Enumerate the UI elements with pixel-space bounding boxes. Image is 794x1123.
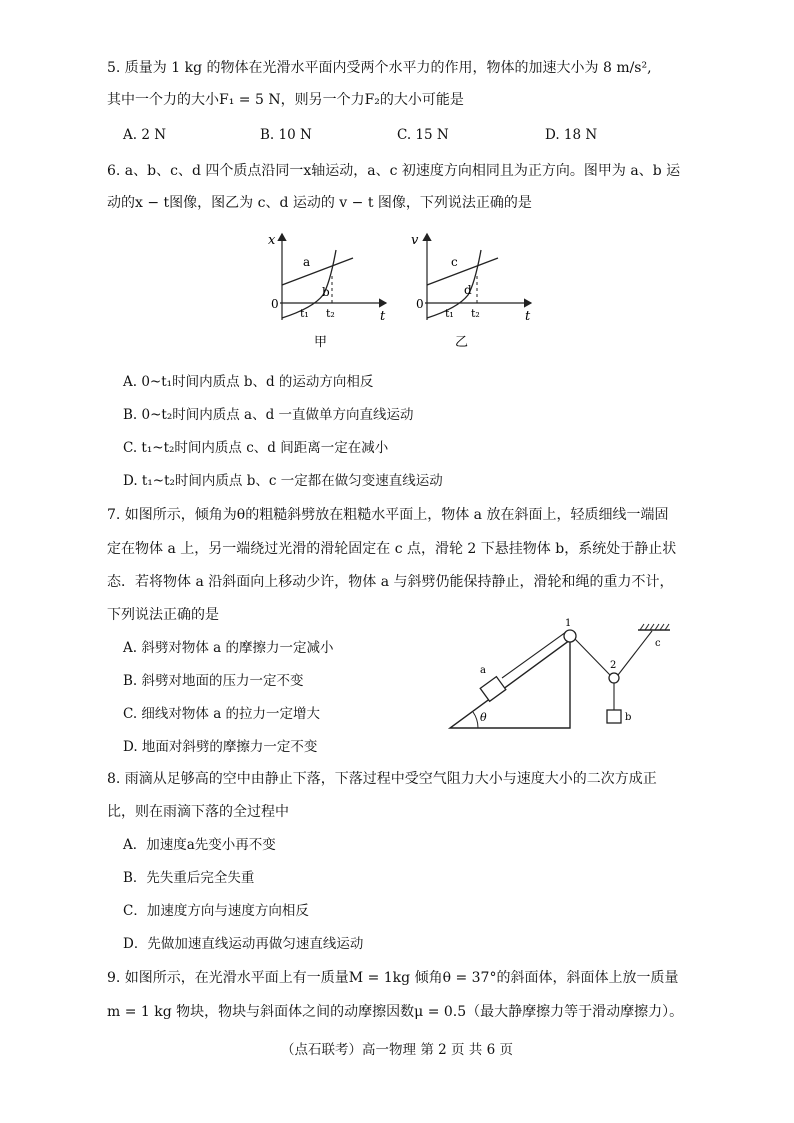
line-a [282,258,353,285]
angle-arc [473,712,478,728]
q6-line2: 动的x − t图像，图乙为 c、d 运动的 v − t 图像，下列说法正确的是 [107,195,532,211]
x-axis-label: t [525,309,531,324]
q9-line1: 9. 如图所示，在光滑水平面上有一质量M = 1kg 倾角θ = 37°的斜面体，斜面体上放一质量 [107,970,679,986]
q8-option-d: D．先做加速直线运动再做匀速直线运动 [123,936,364,952]
pulley-2-label: 2 [610,660,617,671]
pulley-1 [564,630,576,642]
curve-b-label: b [322,285,330,299]
y-axis-label: v [411,233,419,248]
q5-line1: 5. 质量为 1 kg 的物体在光滑水平面内受两个水平力的作用，物体的加速大小为 8 m/s², [107,60,652,76]
angle-label: θ [480,711,487,724]
q7-line1: 7. 如图所示，倾角为θ的粗糙斜劈放在粗糙水平面上，物体 a 放在斜面上，轻质细线一端固 [107,507,669,523]
q5-line2: 其中一个力的大小F₁ = 5 N，则另一个力F₂的大小可能是 [107,92,464,108]
q7-option-d: D. 地面对斜劈的摩擦力一定不变 [123,739,318,755]
q5-option-b: B. 10 N [260,127,312,143]
page-footer: （点石联考）高一物理 第 2 页 共 6 页 [281,1042,513,1058]
q6-option-d: D. t₁~t₂时间内质点 b、c 一定都在做匀变速直线运动 [123,473,443,489]
graph-v-t [403,228,538,353]
q7-option-b: B. 斜劈对地面的压力一定不变 [123,673,304,689]
caption-yi: 乙 [455,335,469,350]
q7-option-a: A. 斜劈对物体 a 的摩擦力一定减小 [123,640,334,656]
q7-line4: 下列说法正确的是 [107,607,219,623]
incline-pulley-figure [440,618,695,736]
t1-label: t₁ [300,307,309,320]
q5-option-c: C. 15 N [397,127,449,143]
origin-label: 0 [416,297,424,311]
t2-label: t₂ [326,307,335,320]
q7-option-c: C. 细线对物体 a 的拉力一定增大 [123,706,321,722]
q8-option-c: C．加速度方向与速度方向相反 [123,903,309,919]
q5-option-d: D. 18 N [545,127,598,143]
q7-line3: 态．若将物体 a 沿斜面向上移动少许，物体 a 与斜劈仍能保持静止，滑轮和绳的重力不计， [107,574,674,590]
x-axis-label: t [380,309,386,324]
q8-option-b: B．先失重后完全失重 [123,870,255,886]
string-1-2 [575,639,610,675]
q6-option-a: A. 0~t₁时间内质点 b、d 的运动方向相反 [123,374,374,390]
pulley-2 [609,673,619,683]
y-axis-label: x [268,233,276,248]
block-b [607,710,621,723]
q5-option-a: A. 2 N [123,127,167,143]
line-c [427,258,498,285]
q6-line1: 6. a、b、c、d 四个质点沿同一x轴运动，a、c 初速度方向相同且为正方向。图甲为 a、b 运 [107,163,681,179]
wedge [450,640,570,728]
graph-x-t [258,228,393,353]
q8-line2: 比，则在雨滴下落的全过程中 [107,804,289,820]
t1-label: t₁ [445,307,454,320]
q9-line2: m = 1 kg 物块，物块与斜面体之间的动摩擦因数μ = 0.5（最大静摩擦力等于滑动摩擦力）。 [107,1004,684,1020]
block-a [480,677,506,702]
q8-option-a: A．加速度a先变小再不变 [123,837,276,853]
q6-option-b: B. 0~t₂时间内质点 a、d 一直做单方向直线运动 [123,407,414,423]
origin-label: 0 [271,297,279,311]
q7-line2: 定在物体 a 上，另一端绕过光滑的滑轮固定在 c 点，滑轮 2 下悬挂物体 b，系统处于静止状 [107,541,677,557]
string-2-c [618,631,652,675]
t2-label: t₂ [471,307,480,320]
q6-option-c: C. t₁~t₂时间内质点 c、d 间距离一定在减小 [123,440,389,456]
q8-line1: 8. 雨滴从足够高的空中由静止下落，下落过程中受空气阻力大小与速度大小的二次方成正 [107,771,657,787]
curve-d-label: d [464,283,472,297]
point-c-label: c [655,638,661,649]
string-a [502,632,566,678]
block-a-label: a [480,665,486,676]
line-c-label: c [451,255,458,269]
line-a-label: a [303,255,311,269]
caption-jia: 甲 [314,335,328,350]
pulley-1-label: 1 [565,618,572,629]
block-b-label: b [625,712,632,723]
